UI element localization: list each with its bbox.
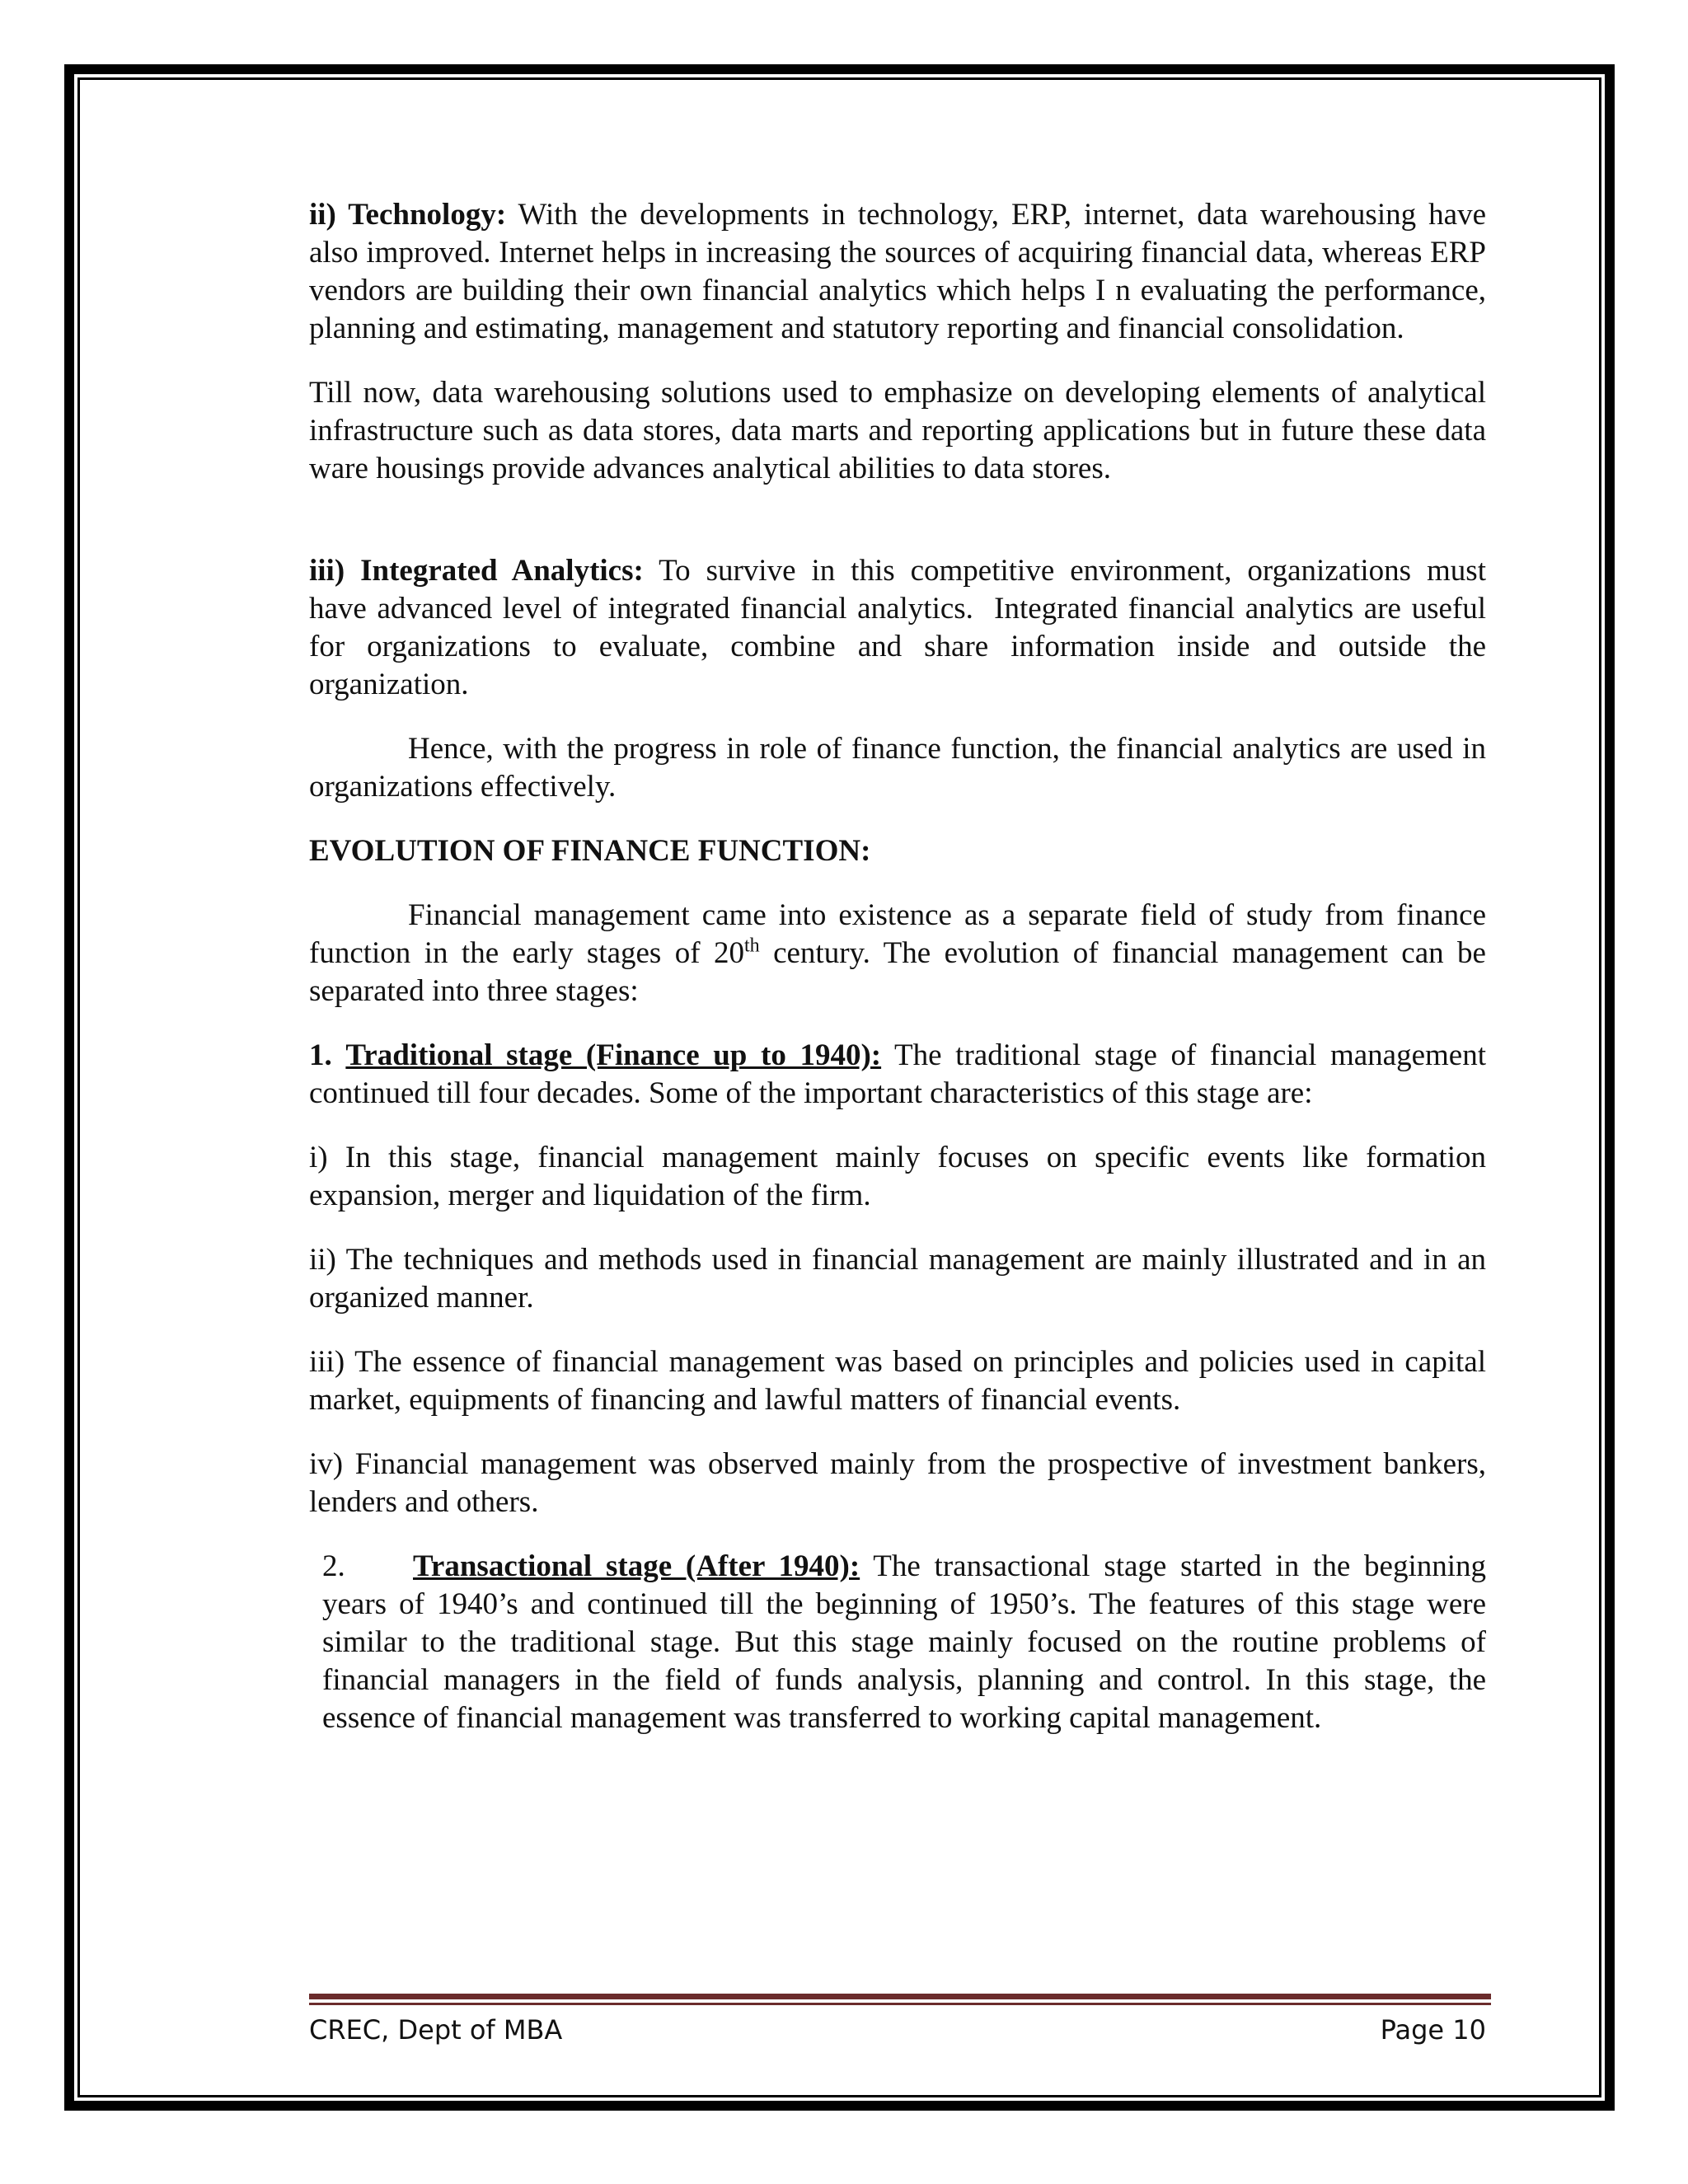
integrated-label: iii) Integrated Analytics: bbox=[309, 554, 644, 588]
evolution-intro-sup: th bbox=[744, 935, 760, 957]
traditional-text: The traditional stage of financial management continued till four decades. Some of the important characteristics of this stage are: bbox=[309, 1038, 1487, 1110]
paragraph-traditional-stage bbox=[309, 1037, 1486, 1113]
footer-department: CREC, Dept of MBA bbox=[309, 2014, 563, 2046]
transactional-text: The transactional stage started in the beginning years of 1940’s and continued till the beginning of 1950’s. The features of this stage were similar to the traditional stage. But this stage mainly focused on the routine problems of financial managers in the field of funds analysis, planning and control. In this stage, the essence of financial management was transferred to working capital management. bbox=[322, 1549, 1487, 1735]
evolution-intro-start: Financial management came into existence as a separate field of study from finance function in the early stages of 20 bbox=[309, 898, 1486, 970]
page-content bbox=[309, 196, 1532, 1737]
list-item-point-1: i) In this stage, financial management mainly focuses on specific events like formation expansion, merger and liquidation of the firm. bbox=[309, 1141, 1486, 1212]
traditional-label: Traditional stage (Finance up to 1940): bbox=[345, 1038, 882, 1072]
paragraph-evolution-intro bbox=[309, 897, 1486, 1010]
list-item-point-3: iii) The essence of financial management was based on principles and policies used in capital market, equipments of financing and lawful matters of financial events. bbox=[309, 1345, 1486, 1417]
paragraph-technology bbox=[309, 196, 1486, 348]
traditional-number: 1. bbox=[309, 1038, 332, 1072]
paragraph-transactional-stage bbox=[309, 1548, 1486, 1737]
footer-page-number: Page 10 bbox=[1380, 2014, 1486, 2046]
transactional-number: 2. bbox=[322, 1549, 345, 1583]
paragraph-hence: Hence, with the progress in role of finance function, the financial analytics are used in organizations effectively. bbox=[309, 732, 1486, 804]
list-item-point-2: ii) The techniques and methods used in financial management are mainly illustrated and in an organized manner. bbox=[309, 1243, 1486, 1315]
integrated-text: To survive in this competitive environment, organizations must have advanced level of integrated financial analytics. Integrated financial analytics are useful for organizations to evaluate, combine and share information inside and outside the organization. bbox=[309, 554, 1532, 701]
footer-rule-thin bbox=[309, 2003, 1491, 2005]
paragraph-till-now: Till now, data warehousing solutions used to emphasize on developing elements of analytical infrastructure such as data stores, data marts and reporting applications but in future these data ware housings provide advances analytical abilities to data stores. bbox=[309, 376, 1486, 485]
technology-label: ii) Technology: bbox=[309, 198, 507, 232]
heading-evolution: EVOLUTION OF FINANCE FUNCTION: bbox=[309, 834, 871, 868]
list-item-point-4: iv) Financial management was observed mainly from the prospective of investment bankers, lenders and others. bbox=[309, 1447, 1486, 1519]
technology-text: With the developments in technology, ERP, internet, data warehousing have also improved. Internet helps in increasing the sources of acquiring financial data, whereas ERP vendors are building their own financial analytics which helps I n evaluating the performance, planning and estimating, management and statutory reporting and financial consolidation. bbox=[309, 198, 1486, 345]
footer-rule bbox=[309, 1994, 1491, 1999]
evolution-intro-end: century. The evolution of financial management can be separated into three stages: bbox=[309, 936, 1486, 1008]
page-footer bbox=[309, 2009, 1486, 2050]
paragraph-integrated-analytics bbox=[309, 552, 1532, 704]
transactional-label: Transactional stage (After 1940): bbox=[413, 1549, 860, 1583]
